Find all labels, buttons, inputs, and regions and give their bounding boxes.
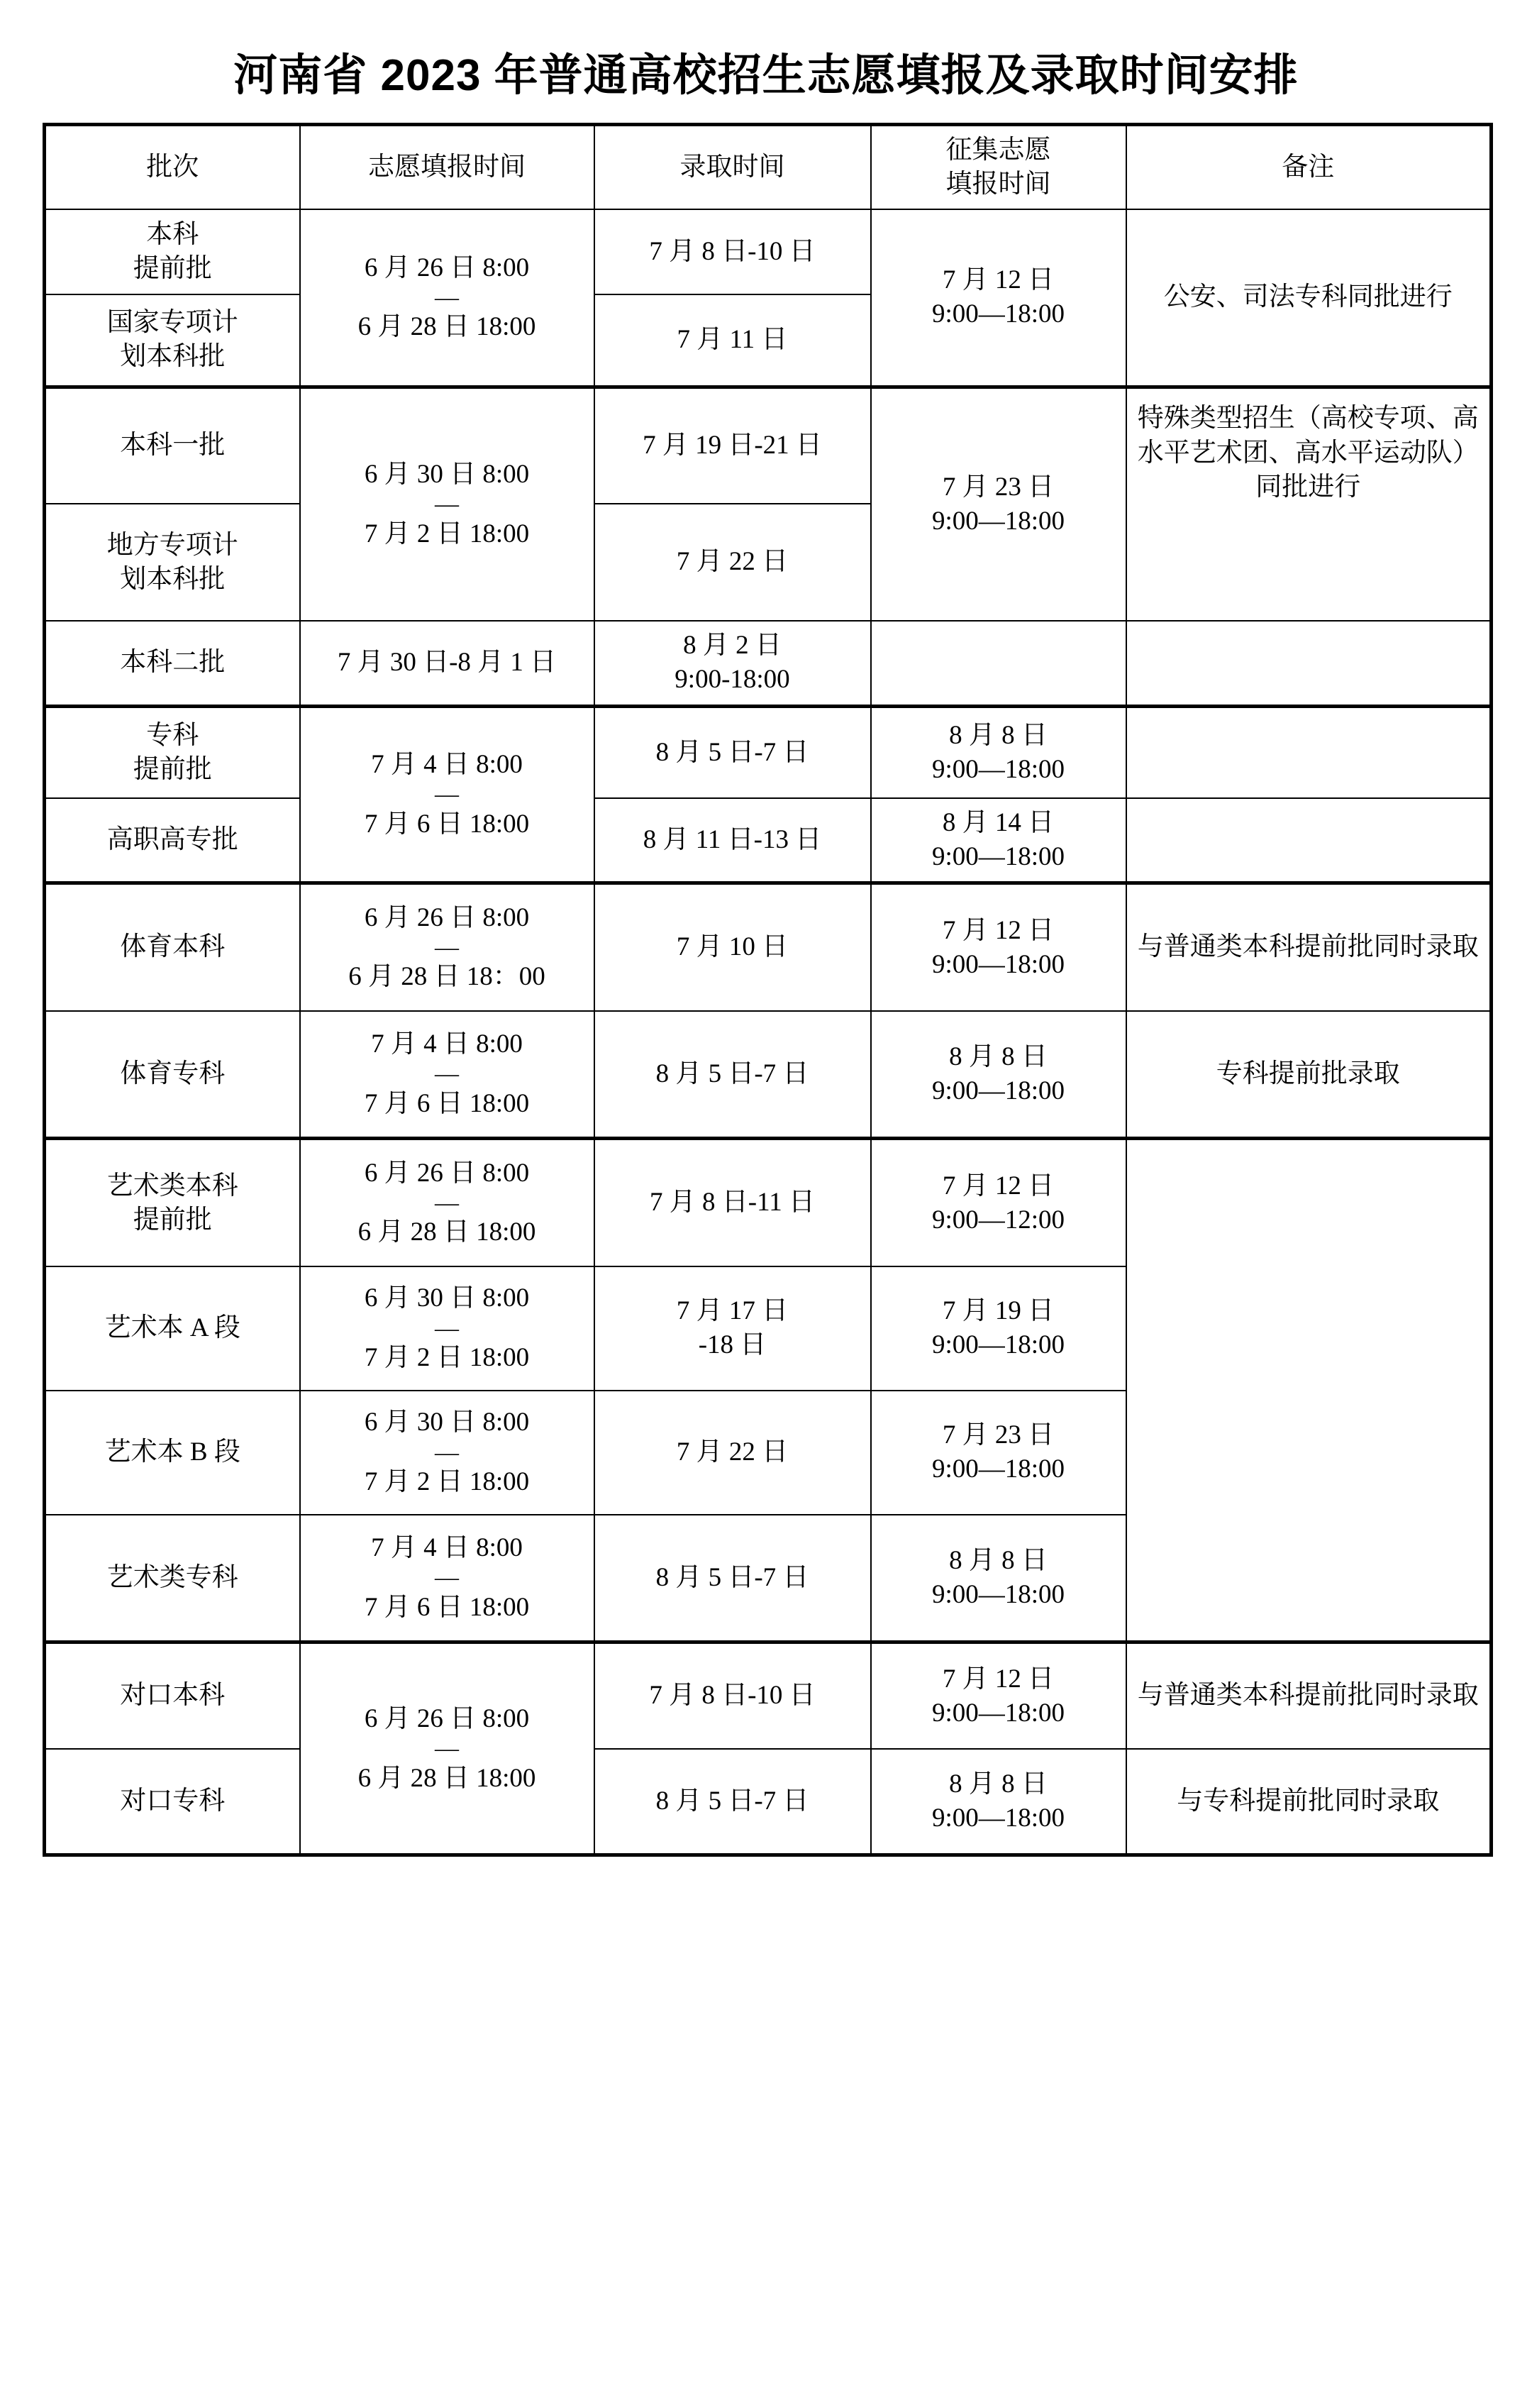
apply-line2: —: [435, 1189, 459, 1216]
cell-admission-time: 7 月 22 日: [594, 504, 871, 621]
cell-batch: 艺术本 B 段: [45, 1391, 300, 1515]
column-header-note: 备注: [1126, 125, 1492, 210]
batch-line2: 提前批: [133, 754, 212, 784]
apply-line3: 7 月 2 日 18:00: [364, 519, 530, 548]
cell-collect-time: [871, 798, 1126, 883]
apply-line1: 7 月 4 日 8:00: [371, 1029, 523, 1059]
batch-line1: 专科: [146, 720, 199, 750]
cell-apply-time: [300, 706, 594, 883]
column-header-apply-time: 志愿填报时间: [300, 125, 594, 210]
admit-line2: -18 日: [698, 1330, 767, 1360]
table-row: [45, 209, 1492, 294]
apply-line2: —: [435, 1061, 459, 1088]
batch-line1: 国家专项计: [106, 308, 238, 338]
cell-collect-time: [871, 883, 1126, 1011]
collect-line2: 9:00—18:00: [931, 842, 1065, 872]
table-row: [45, 1642, 1492, 1749]
collect-line2: 9:00—18:00: [931, 754, 1065, 784]
cell-apply-time: [300, 1139, 594, 1266]
cell-batch: 本科一批: [45, 387, 300, 504]
cell-admission-time: 8 月 11 日-13 日: [594, 798, 871, 883]
cell-admission-time: 8 月 5 日-7 日: [594, 706, 871, 798]
table-row: [45, 387, 1492, 504]
cell-note: 与普通类本科提前批同时录取: [1126, 1642, 1492, 1749]
collect-line2: 9:00—18:00: [931, 299, 1065, 329]
apply-line2: —: [435, 1439, 459, 1466]
collect-line1: 7 月 12 日: [942, 265, 1055, 295]
page-title: 河南省 2023 年普通高校招生志愿填报及录取时间安排: [233, 51, 1299, 100]
cell-batch: 高职高专批: [45, 798, 300, 883]
collect-line2: 9:00—18:00: [931, 1076, 1065, 1106]
cell-batch: [45, 504, 300, 621]
collect-line1: 7 月 19 日: [942, 1296, 1055, 1326]
batch-line1: 本科: [146, 220, 199, 250]
cell-collect-time: [871, 387, 1126, 621]
cell-admission-time: 7 月 10 日: [594, 883, 871, 1011]
apply-line3: 6 月 28 日 18：00: [348, 962, 545, 992]
batch-line2: 提前批: [133, 254, 212, 284]
cell-note: [1126, 1139, 1492, 1642]
cell-batch: [45, 209, 300, 294]
collect-line2: 9:00—18:00: [931, 949, 1065, 979]
cell-collect-time: [871, 1642, 1126, 1749]
apply-line2: —: [435, 491, 459, 518]
collect-line1: 8 月 8 日: [949, 1769, 1048, 1799]
table-row: [45, 621, 1492, 706]
apply-line3: 6 月 28 日 18:00: [357, 1763, 536, 1793]
apply-line3: 6 月 28 日 18:00: [357, 1217, 536, 1247]
collect-header-line2: 填报时间: [945, 170, 1051, 199]
batch-line2: 提前批: [133, 1205, 212, 1235]
cell-collect-time: [871, 1749, 1126, 1855]
batch-line2: 划本科批: [120, 564, 226, 594]
schedule-table: [43, 123, 1493, 1857]
collect-line2: 9:00—18:00: [931, 1804, 1065, 1833]
cell-apply-time: [300, 387, 594, 621]
column-header-collect-time: [871, 125, 1126, 210]
cell-batch: 对口专科: [45, 1749, 300, 1855]
apply-line3: 7 月 2 日 18:00: [364, 1467, 530, 1497]
apply-line1: 6 月 26 日 8:00: [364, 1703, 530, 1733]
cell-admission-time: 7 月 8 日-10 日: [594, 209, 871, 294]
cell-collect-time: [871, 1391, 1126, 1515]
collect-header-line1: 征集志愿: [945, 136, 1051, 165]
cell-note: [1126, 706, 1492, 798]
cell-note: 专科提前批录取: [1126, 1011, 1492, 1139]
apply-line2: —: [435, 284, 459, 311]
cell-batch: 艺术本 A 段: [45, 1266, 300, 1391]
collect-line2: 9:00—12:00: [931, 1205, 1065, 1235]
apply-line2: —: [435, 934, 459, 961]
apply-line1: 6 月 26 日 8:00: [364, 902, 530, 932]
cell-admission-time: 7 月 19 日-21 日: [594, 387, 871, 504]
apply-line2: —: [435, 781, 459, 808]
collect-line1: 8 月 8 日: [949, 1042, 1048, 1072]
cell-note: 与普通类本科提前批同时录取: [1126, 883, 1492, 1011]
apply-line3: 7 月 2 日 18:00: [364, 1343, 530, 1373]
apply-line1: 6 月 30 日 8:00: [364, 1408, 530, 1437]
collect-line1: 7 月 12 日: [942, 915, 1055, 945]
cell-collect-time: [871, 1266, 1126, 1391]
apply-line1: 7 月 4 日 8:00: [371, 1533, 523, 1563]
table-row: [45, 706, 1492, 798]
cell-collect-time: [871, 1011, 1126, 1139]
apply-line2: —: [435, 1564, 459, 1591]
apply-line1: 7 月 4 日 8:00: [371, 750, 523, 780]
cell-batch: 本科二批: [45, 621, 300, 706]
admit-line1: 7 月 17 日: [676, 1296, 789, 1326]
cell-collect-time: [871, 1515, 1126, 1642]
column-header-batch: 批次: [45, 125, 300, 210]
collect-line1: 7 月 23 日: [942, 1420, 1055, 1450]
collect-line2: 9:00—18:00: [931, 1580, 1065, 1610]
cell-apply-time: [300, 1266, 594, 1391]
collect-line1: 8 月 8 日: [949, 720, 1048, 750]
collect-line2: 9:00—18:00: [931, 506, 1065, 536]
apply-line1: 6 月 26 日 8:00: [364, 253, 530, 282]
cell-admission-time: [594, 1266, 871, 1391]
table-row: [45, 1749, 1492, 1855]
collect-line1: 7 月 23 日: [942, 472, 1055, 502]
cell-admission-time: 8 月 5 日-7 日: [594, 1011, 871, 1139]
batch-line1: 地方专项计: [106, 530, 238, 560]
cell-admission-time: 7 月 8 日-11 日: [594, 1139, 871, 1266]
collect-line2: 9:00—18:00: [931, 1330, 1065, 1360]
cell-apply-time: [300, 1391, 594, 1515]
apply-line2: —: [435, 1735, 459, 1762]
cell-note: 与专科提前批同时录取: [1126, 1749, 1492, 1855]
cell-batch: [45, 294, 300, 387]
collect-line2: 9:00-18:00: [675, 665, 790, 695]
cell-batch: 体育本科: [45, 883, 300, 1011]
cell-collect-time: [871, 706, 1126, 798]
collect-line1: 7 月 12 日: [942, 1171, 1055, 1200]
column-header-admission-time: 录取时间: [594, 125, 871, 210]
cell-admission-time: 7 月 8 日-10 日: [594, 1642, 871, 1749]
apply-line1: 6 月 26 日 8:00: [364, 1158, 530, 1188]
batch-line1: 艺术类本科: [106, 1171, 238, 1200]
collect-line1: 8 月 14 日: [942, 808, 1055, 838]
table-row: [45, 883, 1492, 1011]
table-row: [45, 1139, 1492, 1266]
cell-batch: [45, 1139, 300, 1266]
collect-line2: 9:00—18:00: [931, 1698, 1065, 1728]
cell-collect-time: [871, 209, 1126, 387]
cell-batch: 艺术类专科: [45, 1515, 300, 1642]
table-header-row: [45, 125, 1492, 210]
cell-admission-time: 7 月 30 日-8 月 1 日: [300, 621, 594, 706]
apply-line3: 7 月 6 日 18:00: [364, 1088, 530, 1118]
apply-line1: 6 月 30 日 8:00: [364, 460, 530, 489]
apply-line3: 6 月 28 日 18:00: [357, 312, 536, 342]
cell-batch: [45, 706, 300, 798]
cell-apply-time: [300, 883, 594, 1011]
cell-note: [1126, 798, 1492, 883]
cell-admission-time: 8 月 5 日-7 日: [594, 1749, 871, 1855]
apply-line2: —: [435, 1315, 459, 1342]
collect-line1: 8 月 2 日: [683, 631, 782, 661]
cell-apply-time: [300, 209, 594, 387]
cell-note: 公安、司法专科同批进行: [1126, 209, 1492, 387]
cell-admission-time: 7 月 22 日: [594, 1391, 871, 1515]
apply-line1: 6 月 30 日 8:00: [364, 1283, 530, 1313]
batch-line2: 划本科批: [120, 342, 226, 372]
cell-batch: 体育专科: [45, 1011, 300, 1139]
cell-note: 特殊类型招生（高校专项、高水平艺术团、高水平运动队）同批进行: [1126, 387, 1492, 621]
collect-line2: 9:00—18:00: [931, 1454, 1065, 1484]
table-row: [45, 798, 1492, 883]
cell-admission-time: 7 月 11 日: [594, 294, 871, 387]
collect-line1: 8 月 8 日: [949, 1546, 1048, 1576]
cell-admission-time: 8 月 5 日-7 日: [594, 1515, 871, 1642]
table-row: [45, 1011, 1492, 1139]
cell-apply-time: [300, 1642, 594, 1855]
cell-collect-time: [871, 1139, 1126, 1266]
collect-line1: 7 月 12 日: [942, 1664, 1055, 1694]
cell-apply-time: [300, 1011, 594, 1139]
cell-batch: 对口本科: [45, 1642, 300, 1749]
apply-line3: 7 月 6 日 18:00: [364, 809, 530, 839]
apply-line3: 7 月 6 日 18:00: [364, 1592, 530, 1622]
cell-note: [871, 621, 1126, 706]
cell-apply-time: [300, 1515, 594, 1642]
cell-collect-time: [594, 621, 871, 706]
